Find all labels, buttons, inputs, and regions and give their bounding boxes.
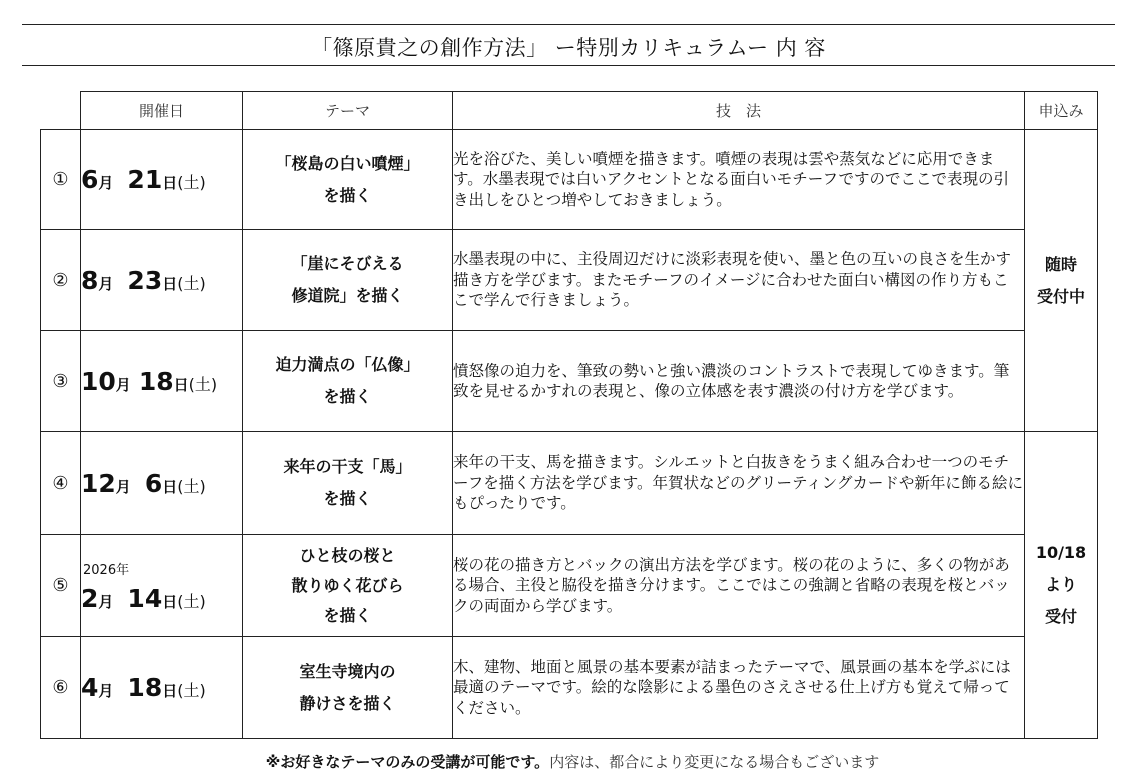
month-unit: 月 [98, 682, 114, 700]
day: 18 [127, 673, 163, 702]
weekday: (土) [177, 273, 206, 293]
theme-line: 散りゆく花びら [291, 575, 404, 595]
row-date [81, 230, 243, 331]
weekday: (土) [177, 591, 206, 611]
apply-line: 10/18 [1035, 543, 1087, 562]
row-date [81, 130, 243, 230]
day: 21 [127, 165, 163, 194]
header-date: 開催日 [81, 92, 243, 130]
theme-line: を描く [323, 605, 372, 625]
day-unit: 日 [162, 274, 178, 293]
theme-line: を描く [323, 387, 372, 406]
day: 14 [127, 583, 163, 613]
apply-status-1 [1025, 130, 1098, 432]
header-technique: 技 法 [453, 92, 1025, 130]
apply-line: 受付中 [1036, 286, 1085, 306]
month-unit: 月 [98, 592, 114, 611]
row-theme [243, 637, 453, 739]
day: 23 [127, 265, 163, 295]
day-unit: 日 [173, 375, 189, 394]
header-theme: テーマ [243, 92, 453, 130]
theme-line: 静けさを描く [299, 693, 396, 713]
month-unit: 月 [115, 375, 131, 394]
header-apply: 申込み [1025, 92, 1098, 130]
row-number: ① [41, 130, 81, 230]
row-technique: 桜の花の描き方とバックの演出方法を学びます。桜の花のように、多くの物がある場合、主役と脇役を描き分けます。ここではこの強調と省略の表現を桜とバックの両面から学びます。 [453, 535, 1025, 637]
row-theme [243, 130, 453, 230]
row-technique: 木、建物、地面と風景の基本要素が詰まったテーマで、風景画の基本を学ぶには最適のテーマです。絵的な陰影による墨色のさえさせる仕上げ方も覚えて帰ってください。 [453, 637, 1025, 739]
row-technique: 憤怒像の迫力を、筆致の勢いと強い濃淡のコントラストで表現してゆきます。筆致を見せるかすれの表現と、像の立体感を表す濃淡の付け方を学びます。 [453, 331, 1025, 432]
table-row [41, 535, 1098, 637]
row-technique: 来年の干支、馬を描きます。シルエットと白抜きをうまく組み合わせ一つのモチーフを描く方法を学びます。年賀状などのグリーティングカードや新年に飾る絵にもぴったりです。 [453, 432, 1025, 535]
table-row [41, 230, 1098, 331]
weekday: (土) [188, 374, 218, 394]
day-unit: 日 [162, 592, 178, 611]
day: 6 [144, 468, 163, 498]
weekday: (土) [177, 173, 206, 192]
row-number: ③ [41, 331, 81, 432]
title-bottom-rule [22, 65, 1115, 66]
header-row [41, 92, 1098, 130]
theme-line: を描く [323, 489, 372, 508]
row-date [81, 432, 243, 535]
row-technique: 光を浴びた、美しい噴煙を描きます。噴煙の表現は雲や蒸気などに応用できます。水墨表現では白いアクセントとなる面白いモチーフですのでここで表現の引き出しをひとつ増やしておきましょう。 [453, 130, 1025, 230]
table-row [41, 432, 1098, 535]
month: 2 [81, 583, 99, 613]
theme-line: 室生寺境内の [299, 661, 396, 681]
month: 10 [81, 366, 116, 396]
row-number: ⑥ [41, 637, 81, 739]
page-title: 「篠原貴之の創作方法」 ー特別カリキュラムー 内 容 [311, 36, 826, 60]
footer-note [0, 751, 1145, 772]
curriculum-table [40, 91, 1098, 739]
footer-bold: ※お好きなテーマのみの受講が可能です。 [265, 753, 550, 771]
row-theme [243, 331, 453, 432]
year: 2026年 [83, 562, 130, 578]
apply-status-2 [1025, 432, 1098, 739]
day-unit: 日 [162, 174, 178, 192]
row-technique: 水墨表現の中に、主役周辺だけに淡彩表現を使い、墨と色の互いの良さを生かす描き方を学びます。またモチーフのイメージに合わせた面白い構図の作り方もここで学んで行きましょう。 [453, 230, 1025, 331]
table-row [41, 130, 1098, 230]
row-theme [243, 432, 453, 535]
theme-line: 「桜島の白い噴煙」 [275, 153, 420, 173]
theme-line: 来年の干支「馬」 [283, 457, 412, 476]
month-unit: 月 [98, 274, 114, 293]
top-rule [22, 24, 1115, 25]
day-unit: 日 [162, 682, 178, 700]
row-theme [243, 230, 453, 331]
month-unit: 月 [115, 477, 131, 496]
row-date [81, 535, 243, 637]
month: 8 [81, 265, 99, 295]
month: 12 [81, 468, 116, 498]
theme-line: 「崖にそびえる [291, 254, 404, 273]
weekday: (土) [177, 681, 206, 700]
weekday: (土) [177, 476, 206, 496]
footer-rest: 内容は、都合により変更になる場合もございます [549, 753, 880, 771]
day: 18 [138, 366, 174, 396]
row-theme [243, 535, 453, 637]
row-date [81, 637, 243, 739]
apply-line: 随時 [1044, 254, 1077, 274]
theme-line: ひと枝の桜と [299, 545, 396, 565]
day-unit: 日 [162, 477, 178, 496]
month: 4 [81, 673, 99, 702]
table-row [41, 637, 1098, 739]
apply-line: 受付 [1044, 607, 1077, 626]
month-unit: 月 [98, 174, 114, 192]
row-date [81, 331, 243, 432]
theme-line: を描く [323, 185, 372, 205]
row-number: ② [41, 230, 81, 331]
theme-line: 迫力満点の「仏像」 [275, 355, 420, 374]
theme-line: 修道院」を描く [291, 286, 404, 305]
header-blank [41, 92, 81, 130]
row-number: ⑤ [41, 535, 81, 637]
apply-line: より [1044, 575, 1077, 594]
row-number: ④ [41, 432, 81, 535]
month: 6 [81, 165, 99, 194]
table-row [41, 331, 1098, 432]
